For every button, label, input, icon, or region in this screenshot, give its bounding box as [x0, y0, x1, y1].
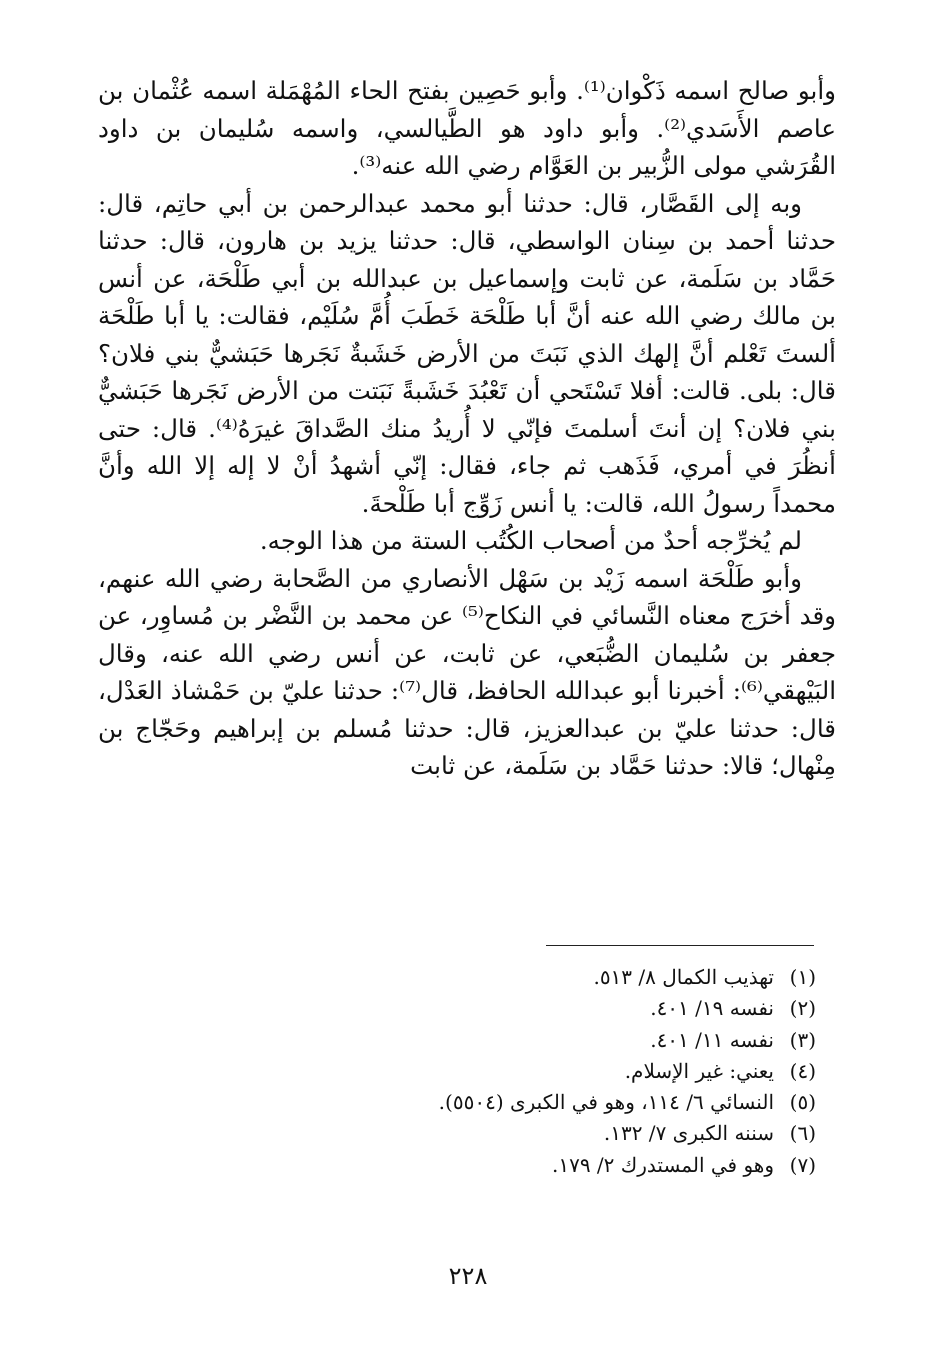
paragraph-4: وأبو طَلْحَة اسمه زَيْد بن سَهْل الأنصاري من الصَّحابة رضي الله عنهم، وقد أخرَج معناه النَّسائي في النكاح⁽⁵⁾ عن محمد بن النَّضْر بن مُساوِر، عن جعفر بن سُليمان الضُّبَعي، عن ثابت، عن أنس رضي الله عنه، وقال البَيْهقي⁽⁶⁾: أخبرنا أبو عبدالله الحافظ، قال⁽⁷⁾: حدثنا عليّ بن حَمْشاذ العَدْل، قال: حدثنا عليّ بن عبدالعزيز، قال: حدثنا مُسلم بن إبراهيم وحَجّاج بن مِنْهال؛ قالا: حدثنا حَمَّاد بن سَلَمة، عن ثابت: [98, 563, 837, 780]
footnote-number: (٤): [789, 1058, 816, 1083]
footnote-separator: [546, 945, 814, 946]
footnote-number: (٦): [789, 1121, 816, 1146]
footnote-number: (٢): [789, 996, 816, 1021]
footnote-5: [200, 1087, 816, 1118]
footnote-2: [200, 993, 816, 1024]
page-number: ٢٢٨: [448, 1262, 488, 1290]
footnote-number: (٧): [789, 1152, 816, 1177]
footnote-number: (٥): [789, 1090, 816, 1115]
paragraph-1: وأبو صالح اسمه ذَكْوان⁽¹⁾. وأبو حَصِين بفتح الحاء المُهْمَلة اسمه عُثْمان بن عاصم الأَسَدي⁽²⁾. وأبو داود هو الطَّيالسي، واسمه سُليمان بن داود القُرَشي مولى الزُّبير بن العَوَّام رضي الله عنه⁽³⁾.: [98, 76, 837, 180]
paragraph-3: لم يُخرِّجه أحدٌ من أصحاب الكُتُب الستة من هذا الوجه.: [259, 526, 802, 555]
main-text: [98, 72, 836, 785]
footnote-text: وهو في المستدرك ٢/ ١٧٩.: [551, 1152, 774, 1177]
footnote-6: [200, 1118, 816, 1149]
footnote-7: [200, 1150, 816, 1181]
footnote-text: تهذيب الكمال ٨/ ٥١٣.: [593, 965, 774, 989]
footnote-text: نفسه ١٩/ ٤٠١.: [650, 996, 774, 1021]
footnote-text: نفسه ١١/ ٤٠١.: [650, 1027, 774, 1052]
footnote-3: [200, 1025, 816, 1056]
footnote-text: سننه الكبرى ٧/ ١٣٢.: [603, 1121, 774, 1146]
footnote-number: (٣): [789, 1027, 816, 1052]
footnote-4: [200, 1056, 816, 1087]
paragraph-2: وبه إلى القَصَّار، قال: حدثنا أبو محمد عبدالرحمن بن أبي حاتِم، قال: حدثنا أحمد بن سِنان الواسطي، قال: حدثنا يزيد بن هارون، قال: حدثنا حَمَّاد بن سَلَمة، عن ثابت وإسماعيل بن عبدالله بن أبي طَلْحَة، عن أنس بن مالك رضي الله عنه أنَّ أبا طَلْحَة خَطَبَ أُمَّ سُلَيْم، فقالت: يا أبا طَلْحَة ألستَ تَعْلم أنَّ إلهك الذي نَبَتَ من الأرض خَشَبةٌ نَجَرها حَبَشيٌّ بني فلان؟ قال: بلى. قالت: أفلا تَسْتَحي أن تَعْبُدَ خَشَبةً نَبَتت من الأرض نَجَرها حَبَشيٌّ بني فلان؟ إن أنتَ أسلمتَ فإنّي لا أُريدُ منك الصَّداقَ غيرَهُ⁽⁴⁾. قال: حتى أنظُرَ في أمري، فَذَهب ثم جاء، فقال: إنّي أشهدُ أنْ لا إله إلا الله وأنَّ محمداً رسولُ الله، قالت: يا أنس زَوِّج أبا طَلْحةَ.: [98, 188, 836, 518]
footnote-text: يعني: غير الإسلام.: [624, 1058, 774, 1083]
footnote-1: [200, 962, 816, 993]
footnote-number: (١): [789, 965, 816, 989]
footnotes-list: [200, 962, 816, 1181]
footnote-text: النسائي ٦/ ١١٤، وهو في الكبرى (٥٥٠٤).: [438, 1090, 774, 1115]
